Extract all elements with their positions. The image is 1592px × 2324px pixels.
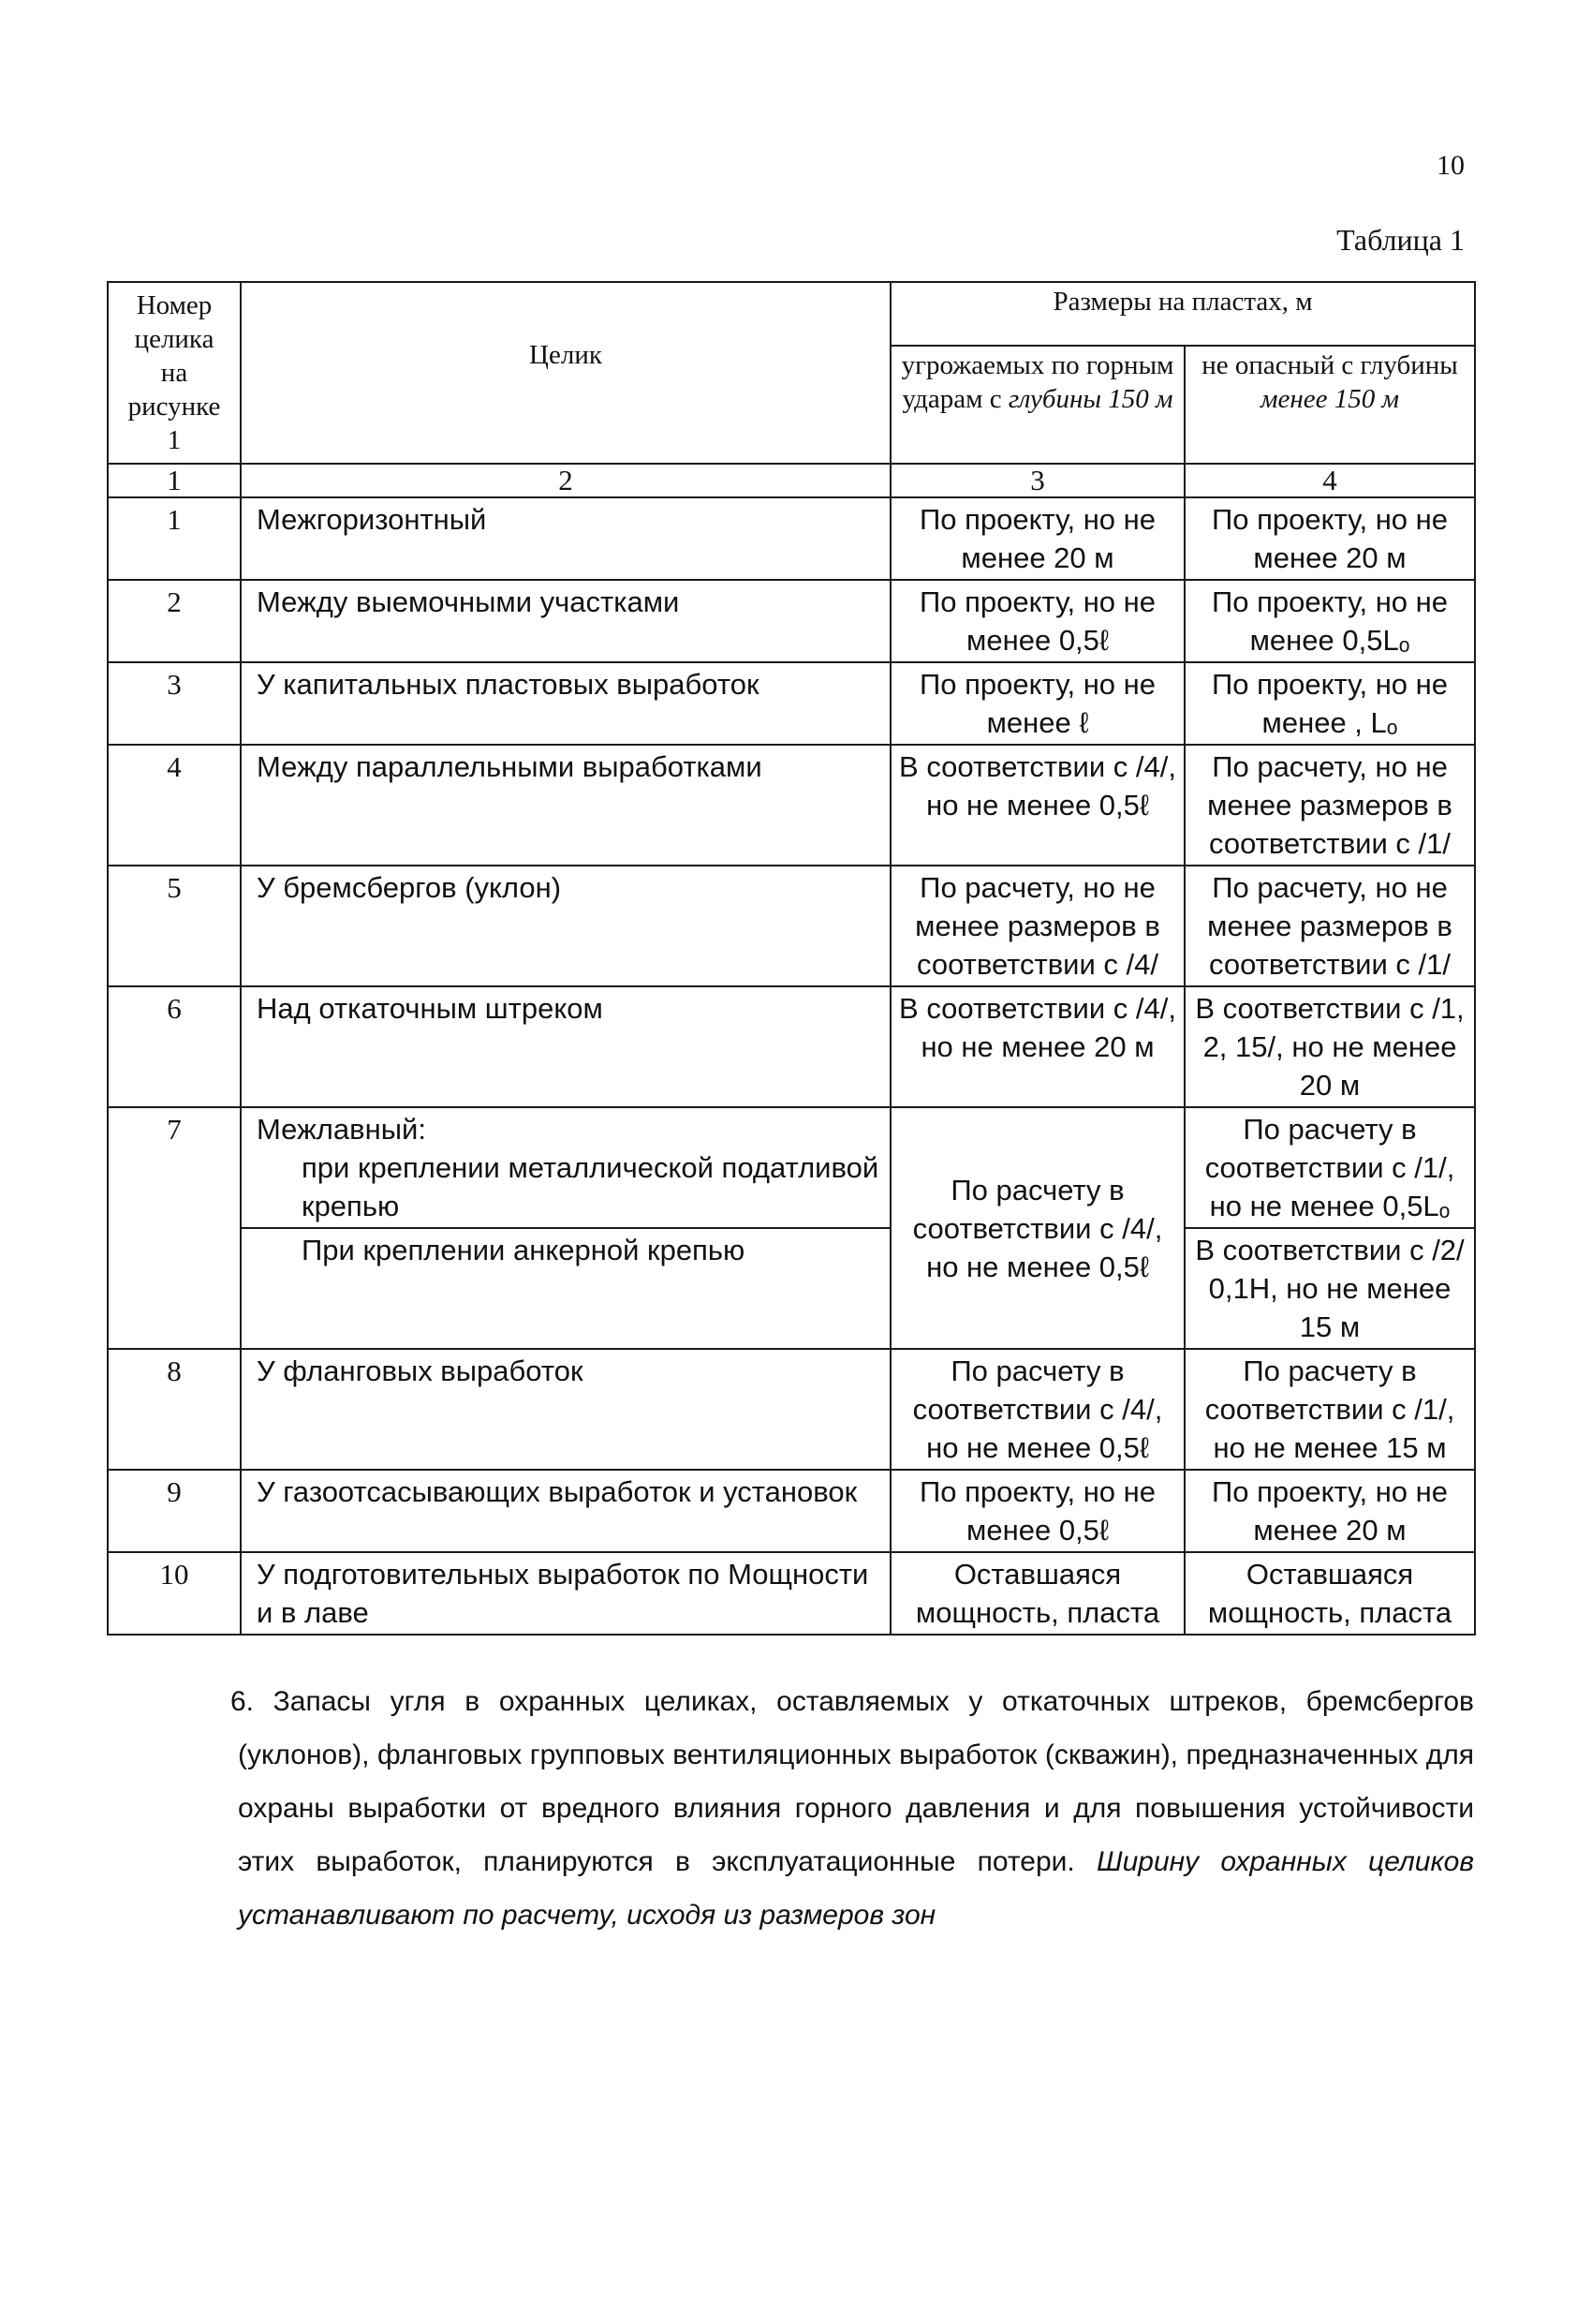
header-non-hazard-text: не опасный с глубины [1201,349,1458,380]
table-row [108,745,1475,866]
table-row [108,580,1475,662]
pillar-name: Межгоризонтный [241,497,891,580]
row-number: 7 [108,1107,241,1349]
burst-hazard-value: По проекту, но не менее 0,5ℓ [891,1470,1185,1552]
burst-hazard-value: В соответствии с /4/, но не менее 20 м [891,986,1185,1107]
header-pillar-number: Номер целика на рисунке 1 [108,282,241,464]
header-burst-hazard [891,346,1185,464]
row-number: 2 [108,580,241,662]
paragraph-number: 6. [230,1686,255,1717]
paragraph-6 [230,1675,1474,1942]
burst-hazard-value: По проекту, но не менее ℓ [891,662,1185,745]
table-row-7-part-1 [108,1107,1475,1228]
pillar-name-compound [241,1107,891,1228]
row-number: 10 [108,1552,241,1635]
header-non-hazard [1185,346,1475,464]
row-number: 3 [108,662,241,745]
pillar-name-title: Межлавный: [257,1113,426,1146]
burst-hazard-value: По проекту, но не менее 20 м [891,497,1185,580]
table-caption: Таблица 1 [1336,223,1465,257]
burst-hazard-value: В соответствии с /4/, но не менее 0,5ℓ [891,745,1185,866]
pillar-name-subtype-anchor: При креплении анкерной крепью [241,1228,891,1349]
non-hazard-value: По расчету в соответствии с /1/, но не менее 15 м [1185,1349,1475,1470]
table-row [108,497,1475,580]
burst-hazard-value: По расчету в соответствии с /4/, но не менее 0,5ℓ [891,1107,1185,1349]
pillar-name: У капитальных пластовых выработок [241,662,891,745]
table-row [108,986,1475,1107]
header-burst-hazard-depth: глубины 150 м [1008,383,1173,414]
pillar-name: У подготовительных выработок по Мощности и в лаве [241,1552,891,1635]
non-hazard-value: Оставшаяся мощность, пласта [1185,1552,1475,1635]
row-number: 8 [108,1349,241,1470]
column-index: 4 [1185,464,1475,497]
burst-hazard-value: По расчету в соответствии с /4/, но не менее 0,5ℓ [891,1349,1185,1470]
table-row [108,1470,1475,1552]
burst-hazard-value: По проекту, но не менее 0,5ℓ [891,580,1185,662]
header-burst-hazard-text: угрожаемых по горным ударам с [901,349,1174,414]
table-row [108,1349,1475,1470]
non-hazard-value: По расчету, но не менее размеров в соответствии с /1/ [1185,866,1475,986]
paragraph-italic-text: Ширину охранных целиков устанавливают по расчету, исходя из размеров зон [238,1846,1474,1931]
column-index: 3 [891,464,1185,497]
pillar-name-subtype-metal: при креплении металлической податливой крепью [302,1151,879,1222]
column-index: 2 [241,464,891,497]
pillar-name: У бремсбергов (уклон) [241,866,891,986]
table-header-row [108,282,1475,346]
paragraph-text: Запасы угля в охранных целиках, оставляемых у откаточных штреков, бремсбергов (уклонов), фланговых групповых вентиляционных выработок (скважин), предназначенных для охраны выработки от вредного влияния горного давления и для повышения устойчивости этих выработок, планируются в эксплуатационные потери. [238,1686,1474,1877]
burst-hazard-value: По расчету, но не менее размеров в соответствии с /4/ [891,866,1185,986]
header-non-hazard-depth: менее 150 м [1260,383,1400,414]
non-hazard-value: По проекту, но не менее , Lₒ [1185,662,1475,745]
burst-hazard-value: Оставшаяся мощность, пласта [891,1552,1185,1635]
pillar-name: Над откаточным штреком [241,986,891,1107]
table-row-7-part-2 [108,1228,1475,1349]
page-number: 10 [1437,150,1465,181]
row-number: 9 [108,1470,241,1552]
table-row [108,662,1475,745]
non-hazard-value: По проекту, но не менее 0,5Lₒ [1185,580,1475,662]
table-row [108,866,1475,986]
pillar-name: Между выемочными участками [241,580,891,662]
non-hazard-value: По проекту, но не менее 20 м [1185,1470,1475,1552]
row-number: 5 [108,866,241,986]
row-number: 1 [108,497,241,580]
column-index: 1 [108,464,241,497]
row-number: 4 [108,745,241,866]
non-hazard-value: По расчету в соответствии с /1/, но не менее 0,5Lₒ [1185,1107,1475,1228]
header-dimensions-group: Размеры на пластах, м [891,282,1475,346]
pillar-name: У газоотсасывающих выработок и установок [241,1470,891,1552]
header-pillar: Целик [241,282,891,464]
row-number: 6 [108,986,241,1107]
non-hazard-value: По расчету, но не менее размеров в соответствии с /1/ [1185,745,1475,866]
pillar-dimensions-table [107,281,1476,1636]
non-hazard-value: По проекту, но не менее 20 м [1185,497,1475,580]
pillar-name: Между параллельными выработками [241,745,891,866]
non-hazard-value: В соответствии с /1, 2, 15/, но не менее 20 м [1185,986,1475,1107]
pillar-name: У фланговых выработок [241,1349,891,1470]
table-row [108,1552,1475,1635]
non-hazard-value: В соответствии с /2/ 0,1Н, но не менее 15 м [1185,1228,1475,1349]
column-index-row [108,464,1475,497]
